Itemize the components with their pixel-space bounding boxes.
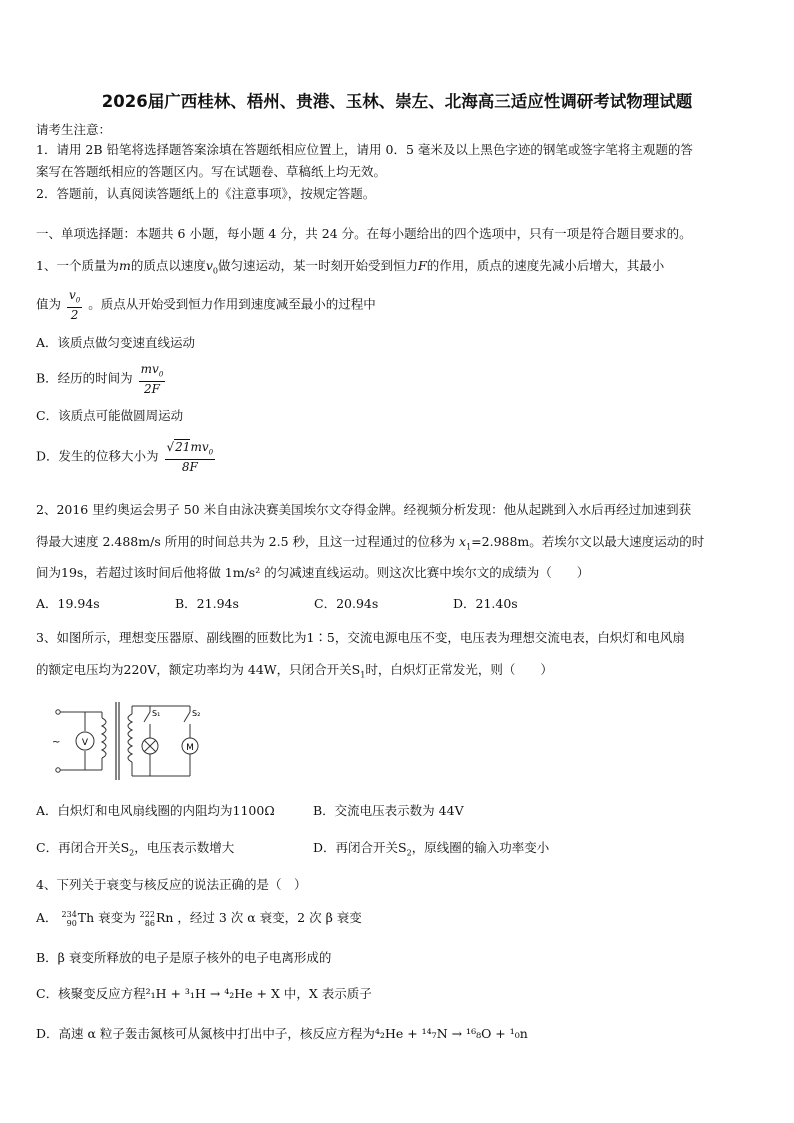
q1-line-1: 1、一个质量为m的质点以速度$v_0$做匀速运动，某一时刻开始受到恒力F的作用，质点的速度先减小后增大，其最小 — [36, 258, 665, 276]
q3-option-d: D．再闭合开关$S_2$，原线圈的输入功率变小 — [313, 840, 550, 858]
switch-s1-label: S₁ — [152, 709, 161, 718]
section-heading: 一、单项选择题：本题共 6 小题，每小题 4 分，共 24 分。在每小题给出的四个选项中，只有一项是符合题目要求的。 — [36, 226, 692, 241]
page-title: 2026届广西桂林、梧州、贵港、玉林、崇左、北海高三适应性调研考试物理试题 — [101, 92, 693, 111]
q2-option-c: C．20.94s — [314, 596, 379, 611]
notice-line-2: 2．答题前，认真阅读答题纸上的《注意事项》，按规定答题。 — [36, 186, 376, 201]
q2-option-b: B．21.94s — [175, 596, 239, 611]
q4-stem: 4、下列关于衰变与核反应的说法正确的是（ ） — [36, 877, 307, 892]
q3-line-2: 的额定电压均为220V，额定功率均为 44W，只闭合开关$S_1$时，白炽灯正常发光，则（ ） — [36, 662, 553, 680]
ac-source-symbol: ~ — [52, 737, 61, 748]
q4-option-c: C．核聚变反应方程²₁H + ³₁H → ⁴₂He + X 中，X 表示质子 — [36, 986, 372, 1001]
q4-option-a: A． 234 90 Th 衰变为 222 86 Rn ，经过 3 次 α 衰变，2 次 β 衰变 — [36, 909, 362, 928]
q2-line-1: 2、2016 里约奥运会男子 50 米自由泳决赛美国埃尔文夺得金牌。经视频分析发现：他从起跳到入水后再经过加速到获 — [36, 502, 692, 517]
transformer-circuit-diagram — [40, 698, 220, 784]
q1-option-c: C．该质点可能做圆周运动 — [36, 408, 184, 423]
notice-heading: 请考生注意： — [36, 122, 112, 137]
notice-line-1a: 1．请用 2B 铅笔将选择题答案涂填在答题纸相应位置上，请用 0．5 毫米及以上黑色字迹的钢笔或签字笔将主观题的答 — [36, 142, 693, 157]
q3-line-1: 3、如图所示，理想变压器原、副线圈的匝数比为1∶5，交流电源电压不变，电压表为理想交流电表，白炽灯和电风扇 — [36, 630, 685, 645]
q3-option-b: B．交流电压表示数为 44V — [313, 803, 464, 818]
q2-line-2: 得最大速度 2.488m/s 所用的时间总共为 2.5 秒，且这一过程通过的位移为 $x_1=2.988m$。若埃尔文以最大速度运动的时 — [36, 534, 705, 552]
q2-line-3: 间为19s，若超过该时间后他将做 1m/s² 的匀减速直线运动。则这次比赛中埃尔文的成绩为（ ） — [36, 565, 590, 580]
q1-option-d: D．发生的位移大小为 $\frac{√21mv_0}{8F}$ — [36, 440, 214, 475]
motor-label: M — [186, 743, 194, 753]
voltmeter-label: V — [81, 738, 89, 748]
fraction-v0-over-2: $\frac{v_0}{2}$ — [69, 288, 81, 323]
q2-option-a: A．19.94s — [36, 596, 100, 611]
q1-option-b: B．经历的时间为 $\frac{mv_0}{2F}$ — [36, 362, 164, 397]
q3-option-c: C．再闭合开关$S_2$，电压表示数增大 — [36, 840, 235, 858]
q1-option-a: A．该质点做匀变速直线运动 — [36, 335, 196, 350]
q2-option-d: D．21.40s — [453, 596, 518, 611]
q3-option-a: A．白炽灯和电风扇线圈的内阻均为1100Ω — [36, 803, 275, 818]
switch-s2-label: S₂ — [192, 709, 201, 718]
notice-line-1b: 案写在答题纸相应的答题区内。写在试题卷、草稿纸上均无效。 — [36, 164, 387, 179]
q1-line-2: 值为 $\frac{v_0}{2}$ 。质点从开始受到恒力作用到速度减至最小的过程中 — [36, 288, 376, 323]
q4-option-d: D．高速 α 粒子轰击氮核可从氮核中打出中子，核反应方程为⁴₂He + ¹⁴₇N → ¹⁶₈O + ¹₀n — [36, 1026, 528, 1041]
q4-option-b: B．β 衰变所释放的电子是原子核外的电子电离形成的 — [36, 950, 332, 965]
